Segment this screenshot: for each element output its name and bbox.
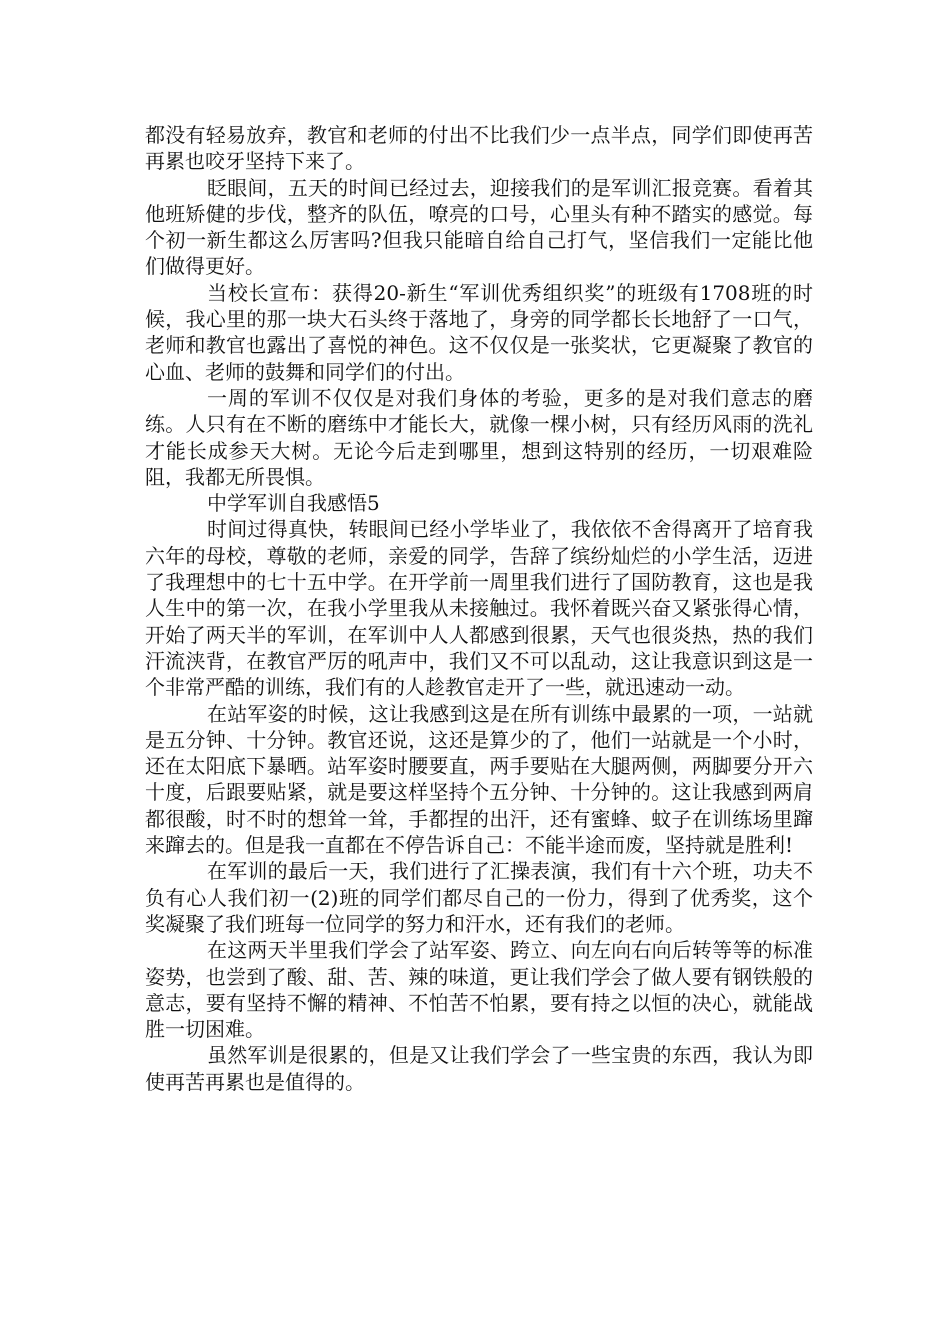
section-heading: 中学军训自我感悟5 [207, 491, 380, 516]
paragraph: 在站军姿的时候，这让我感到这是在所有训练中最累的一项，一站就是五分钟、十分钟。教官还说，这还是算少的了，他们一站就是一个小时，还在太阳底下暴晒。站军姿时腰要直，两手要贴在大腿两侧，两脚要分开六十度，后跟要贴紧，就是要这样坚持个五分钟、十分钟的。这让我感到两肩都很酸，时不时的想耸一耸，手都捏的出汗，还有蜜蜂、蚊子在训练场里蹿来蹿去的。但是我一直都在不停告诉自己：不能半途而废，坚持就是胜利! [145, 701, 813, 858]
paragraph: 一周的军训不仅仅是对我们身体的考验，更多的是对我们意志的磨练。人只有在不断的磨练中才能长大，就像一棵小树，只有经历风雨的洗礼才能长成参天大树。无论今后走到哪里，想到这特别的经历，一切艰难险阻，我都无所畏惧。 [145, 385, 813, 489]
document-body [145, 122, 813, 1095]
paragraph: 时间过得真快，转眼间已经小学毕业了，我依依不舍得离开了培育我六年的母校，尊敬的老师，亲爱的同学，告辞了缤纷灿烂的小学生活，迈进了我理想中的七十五中学。在开学前一周里我们进行了国防教育，这也是我人生中的第一次，在我小学里我从未接触过。我怀着既兴奋又紧张得心情，开始了两天半的军训，在军训中人人都感到很累，天气也很炎热，热的我们汗流浃背，在教官严厉的吼声中，我们又不可以乱动，这让我意识到这是一个非常严酷的训练，我们有的人趁教官走开了一些，就迅速动一动。 [145, 517, 813, 700]
paragraph: 虽然军训是很累的，但是又让我们学会了一些宝贵的东西，我认为即使再苦再累也是值得的。 [145, 1043, 813, 1094]
paragraph: 眨眼间，五天的时间已经过去，迎接我们的是军训汇报竞赛。看着其他班矫健的步伐，整齐的队伍，嘹亮的口号，心里头有种不踏实的感觉。每个初一新生都这么厉害吗?但我只能暗自给自己打气，坚信我们一定能比他们做得更好。 [145, 175, 813, 279]
paragraph: 当校长宣布：获得20-新生“军训优秀组织奖”的班级有1708班的时候，我心里的那一块大石头终于落地了，身旁的同学都长长地舒了一口气，老师和教官也露出了喜悦的神色。这不仅仅是一张奖状，它更凝聚了教官的心血、老师的鼓舞和同学们的付出。 [145, 280, 813, 384]
paragraph: 都没有轻易放弃，教官和老师的付出不比我们少一点半点，同学们即使再苦再累也咬牙坚持下来了。 [145, 123, 813, 174]
paragraph: 在军训的最后一天，我们进行了汇操表演，我们有十六个班，功夫不负有心人我们初一(2)班的同学们都尽自己的一份力，得到了优秀奖，这个奖凝聚了我们班每一位同学的努力和汗水，还有我们的老师。 [145, 859, 813, 936]
paragraph: 在这两天半里我们学会了站军姿、跨立、向左向右向后转等等的标准姿势，也尝到了酸、甜、苦、辣的味道，更让我们学会了做人要有钢铁般的意志，要有坚持不懈的精神、不怕苦不怕累，要有持之以恒的决心，就能战胜一切困难。 [145, 938, 813, 1042]
